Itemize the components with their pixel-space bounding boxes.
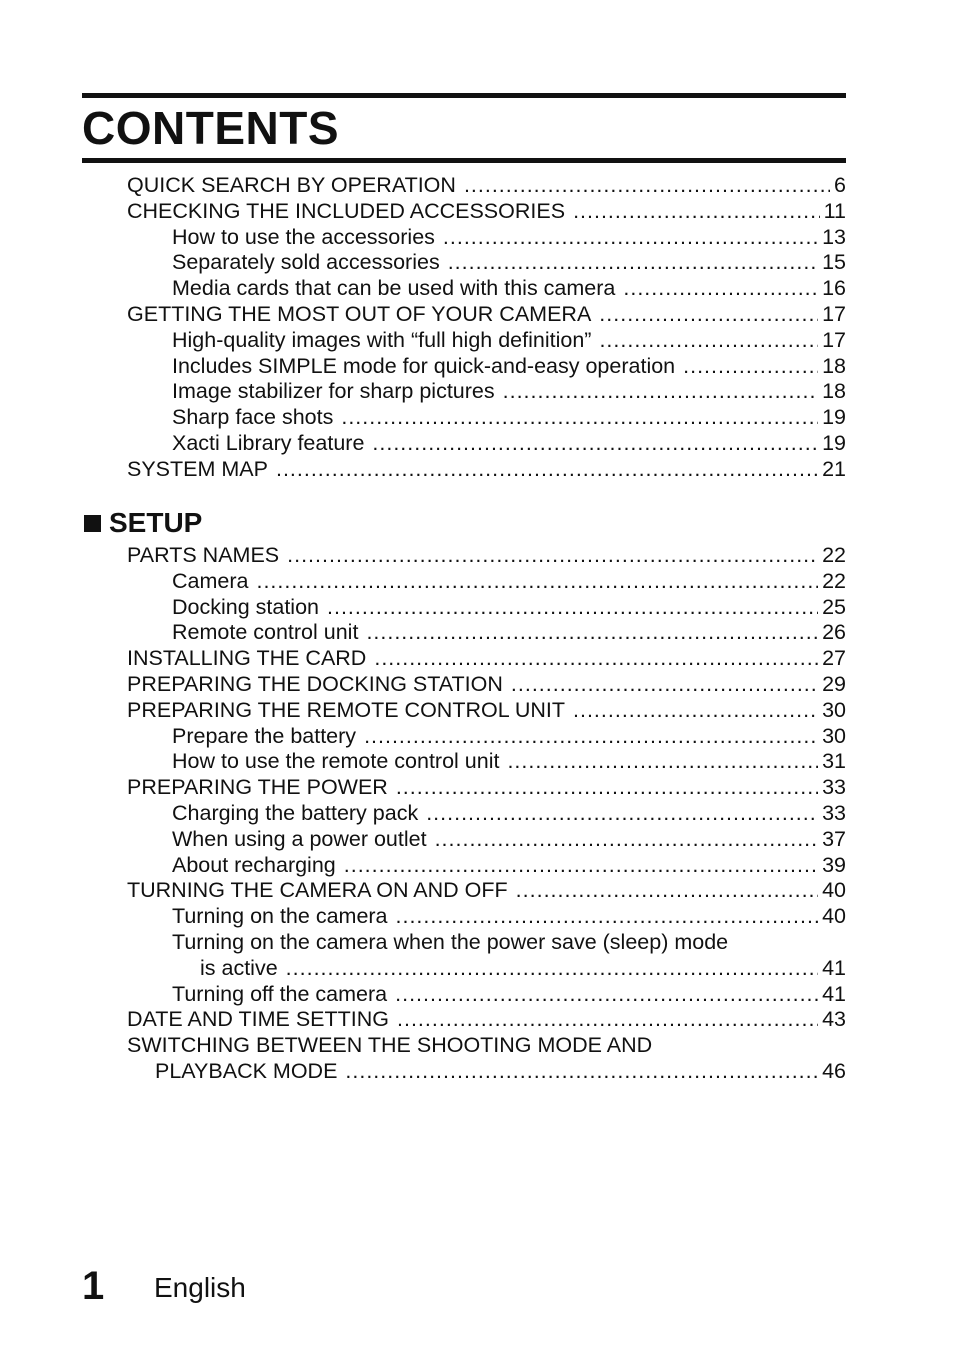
toc-entry-title: When using a power outlet: [172, 826, 427, 851]
dot-leader: [287, 543, 818, 569]
toc-entry-page: 31: [822, 749, 846, 774]
toc-entry-title: QUICK SEARCH BY OPERATION: [127, 173, 456, 197]
filled-square-icon: [84, 515, 101, 532]
toc-entry: [172, 595, 954, 621]
toc-entry-page: 22: [822, 543, 846, 567]
dot-leader: [345, 1059, 818, 1085]
toc-entry-page: 40: [822, 904, 846, 929]
toc-entry-page: 37: [822, 826, 846, 851]
dot-leader: [599, 328, 818, 354]
toc-entry-page: 25: [822, 594, 846, 619]
toc-entry: [172, 354, 954, 380]
toc-entry-title: PREPARING THE DOCKING STATION: [127, 671, 503, 696]
dot-leader: [516, 878, 818, 904]
dot-leader: [623, 276, 818, 302]
dot-leader: [426, 801, 818, 827]
dot-leader: [372, 431, 818, 457]
toc-entry-page: 21: [822, 456, 846, 481]
toc-entry-page: 29: [822, 671, 846, 696]
toc-entry: [172, 569, 954, 595]
toc-entry-page: 19: [822, 430, 846, 455]
dot-leader: [435, 827, 819, 853]
dot-leader: [573, 199, 820, 225]
toc-entry: [172, 276, 954, 302]
title-rule-bottom: [82, 158, 846, 163]
toc-entry-title: Media cards that can be used with this camera: [172, 276, 616, 301]
toc-entry-page: 33: [822, 775, 846, 800]
dot-leader: [327, 595, 818, 621]
toc-entry: [172, 250, 954, 276]
toc-entry-title: Remote control unit: [172, 620, 359, 645]
toc-entry-title: DATE AND TIME SETTING: [127, 1007, 390, 1032]
toc-entry: [127, 698, 954, 724]
toc-entry-title: How to use the accessories: [172, 224, 435, 249]
toc-entry: [172, 749, 954, 775]
toc-entry-page: 41: [822, 981, 846, 1006]
toc-entry-page: 13: [822, 224, 846, 249]
toc-entry: [127, 646, 954, 672]
toc-setup-list: [0, 543, 954, 1085]
dot-leader: [276, 457, 818, 483]
dot-leader: [366, 620, 818, 646]
toc-entry-title: Sharp face shots: [172, 405, 334, 430]
dot-leader: [286, 956, 818, 982]
toc-entry-page: 17: [822, 301, 846, 326]
toc-entry-title: CHECKING THE INCLUDED ACCESSORIES: [127, 198, 566, 223]
toc-entry: [172, 379, 954, 405]
toc-entry-title: PARTS NAMES: [127, 543, 280, 567]
toc-entry-page: 17: [822, 327, 846, 352]
toc-entry-page: 30: [822, 697, 846, 722]
toc-entry: [127, 457, 954, 483]
page-number: 1: [82, 1264, 105, 1308]
toc-entry: [127, 672, 954, 698]
dot-leader: [256, 569, 818, 595]
toc-entry-title-continued: PLAYBACK MODE: [155, 1058, 338, 1083]
dot-leader: [395, 982, 818, 1008]
page-title: CONTENTS: [82, 102, 339, 154]
toc-entry: [127, 302, 954, 328]
language-label: English: [154, 1272, 246, 1303]
toc-entry: [127, 878, 954, 904]
toc-entry: [172, 827, 954, 853]
toc-entry-page: 26: [822, 620, 846, 645]
toc-entry-page: 11: [823, 198, 846, 223]
dot-leader: [397, 1007, 818, 1033]
toc-entry-page: 43: [822, 1007, 846, 1032]
toc-entry-title: Charging the battery pack: [172, 800, 419, 825]
toc-entry-title-continued: is active: [200, 955, 278, 980]
toc-entry-title: Xacti Library feature: [172, 430, 365, 455]
dot-leader: [341, 405, 818, 431]
toc-entry-page: 33: [822, 800, 846, 825]
dot-leader: [448, 250, 818, 276]
toc-entry-page: 18: [822, 379, 846, 404]
toc-entry-continuation: [155, 1059, 954, 1085]
dot-leader: [507, 749, 818, 775]
toc-entry-title: Turning off the camera: [172, 981, 388, 1006]
toc-entry-title: GETTING THE MOST OUT OF YOUR CAMERA: [127, 301, 592, 326]
toc-entry-page: 18: [822, 353, 846, 378]
toc-entry-title: Separately sold accessories: [172, 250, 440, 275]
section-heading-setup: [84, 506, 202, 540]
toc-entry: [172, 930, 954, 956]
toc-entry: [127, 1007, 954, 1033]
toc-intro-list: [0, 173, 954, 483]
toc-entry-title: INSTALLING THE CARD: [127, 646, 367, 671]
toc-entry-title: TURNING THE CAMERA ON AND OFF: [127, 878, 508, 903]
toc-entry-page: 6: [834, 173, 846, 197]
toc-entry-page: 46: [822, 1058, 846, 1083]
dot-leader: [396, 904, 819, 930]
toc-entry: [172, 225, 954, 251]
toc-entry: [172, 982, 954, 1008]
toc-entry-title: PREPARING THE REMOTE CONTROL UNIT: [127, 697, 565, 722]
toc-entry: [172, 801, 954, 827]
section-title: SETUP: [109, 507, 203, 538]
dot-leader: [443, 225, 818, 251]
dot-leader: [364, 724, 818, 750]
dot-leader: [344, 853, 818, 879]
title-rule-top: [82, 93, 846, 98]
dot-leader: [464, 173, 830, 199]
toc-entry-title: Prepare the battery: [172, 723, 357, 748]
toc-entry-page: 40: [822, 878, 846, 903]
toc-entry-title: High-quality images with “full high definition”: [172, 327, 592, 352]
toc-entry-title: Image stabilizer for sharp pictures: [172, 379, 495, 404]
toc-entry-title: About recharging: [172, 852, 336, 877]
dot-leader: [683, 354, 818, 380]
toc-entry: [172, 431, 954, 457]
toc-entry-page: 15: [822, 250, 846, 275]
toc-entry-title: PREPARING THE POWER: [127, 775, 388, 800]
toc-entry: [172, 724, 954, 750]
dot-leader: [599, 302, 818, 328]
toc-entry-title: SYSTEM MAP: [127, 456, 268, 481]
toc-entry-page: 16: [822, 276, 846, 301]
toc-entry: [127, 543, 954, 569]
toc-entry: [127, 173, 954, 199]
toc-entry-page: 22: [822, 568, 846, 593]
dot-leader: [396, 775, 818, 801]
toc-entry-title: SWITCHING BETWEEN THE SHOOTING MODE AND: [127, 1033, 653, 1058]
dot-leader: [503, 379, 818, 405]
toc-entry-page: 39: [822, 852, 846, 877]
toc-entry-title: Camera: [172, 568, 249, 593]
toc-entry-page: 27: [822, 646, 846, 671]
toc-entry: [172, 405, 954, 431]
dot-leader: [511, 672, 818, 698]
toc-entry: [127, 1033, 954, 1059]
toc-entry: [172, 853, 954, 879]
toc-entry: [172, 904, 954, 930]
toc-entry: [127, 775, 954, 801]
toc-entry-title: Docking station: [172, 594, 319, 619]
toc-entry-title: Turning on the camera when the power save (sleep) mode: [172, 929, 729, 954]
toc-entry-continuation: [200, 956, 954, 982]
toc-entry: [172, 328, 954, 354]
toc-entry-title: Includes SIMPLE mode for quick-and-easy operation: [172, 353, 676, 378]
dot-leader: [374, 646, 818, 672]
toc-entry-page: 30: [822, 723, 846, 748]
dot-leader: [573, 698, 818, 724]
toc-entry-title: Turning on the camera: [172, 904, 388, 929]
toc-entry-page: 19: [822, 405, 846, 430]
toc-entry-page: 41: [822, 955, 846, 980]
toc-entry: [172, 620, 954, 646]
toc-entry: [127, 199, 954, 225]
toc-entry-title: How to use the remote control unit: [172, 749, 500, 774]
